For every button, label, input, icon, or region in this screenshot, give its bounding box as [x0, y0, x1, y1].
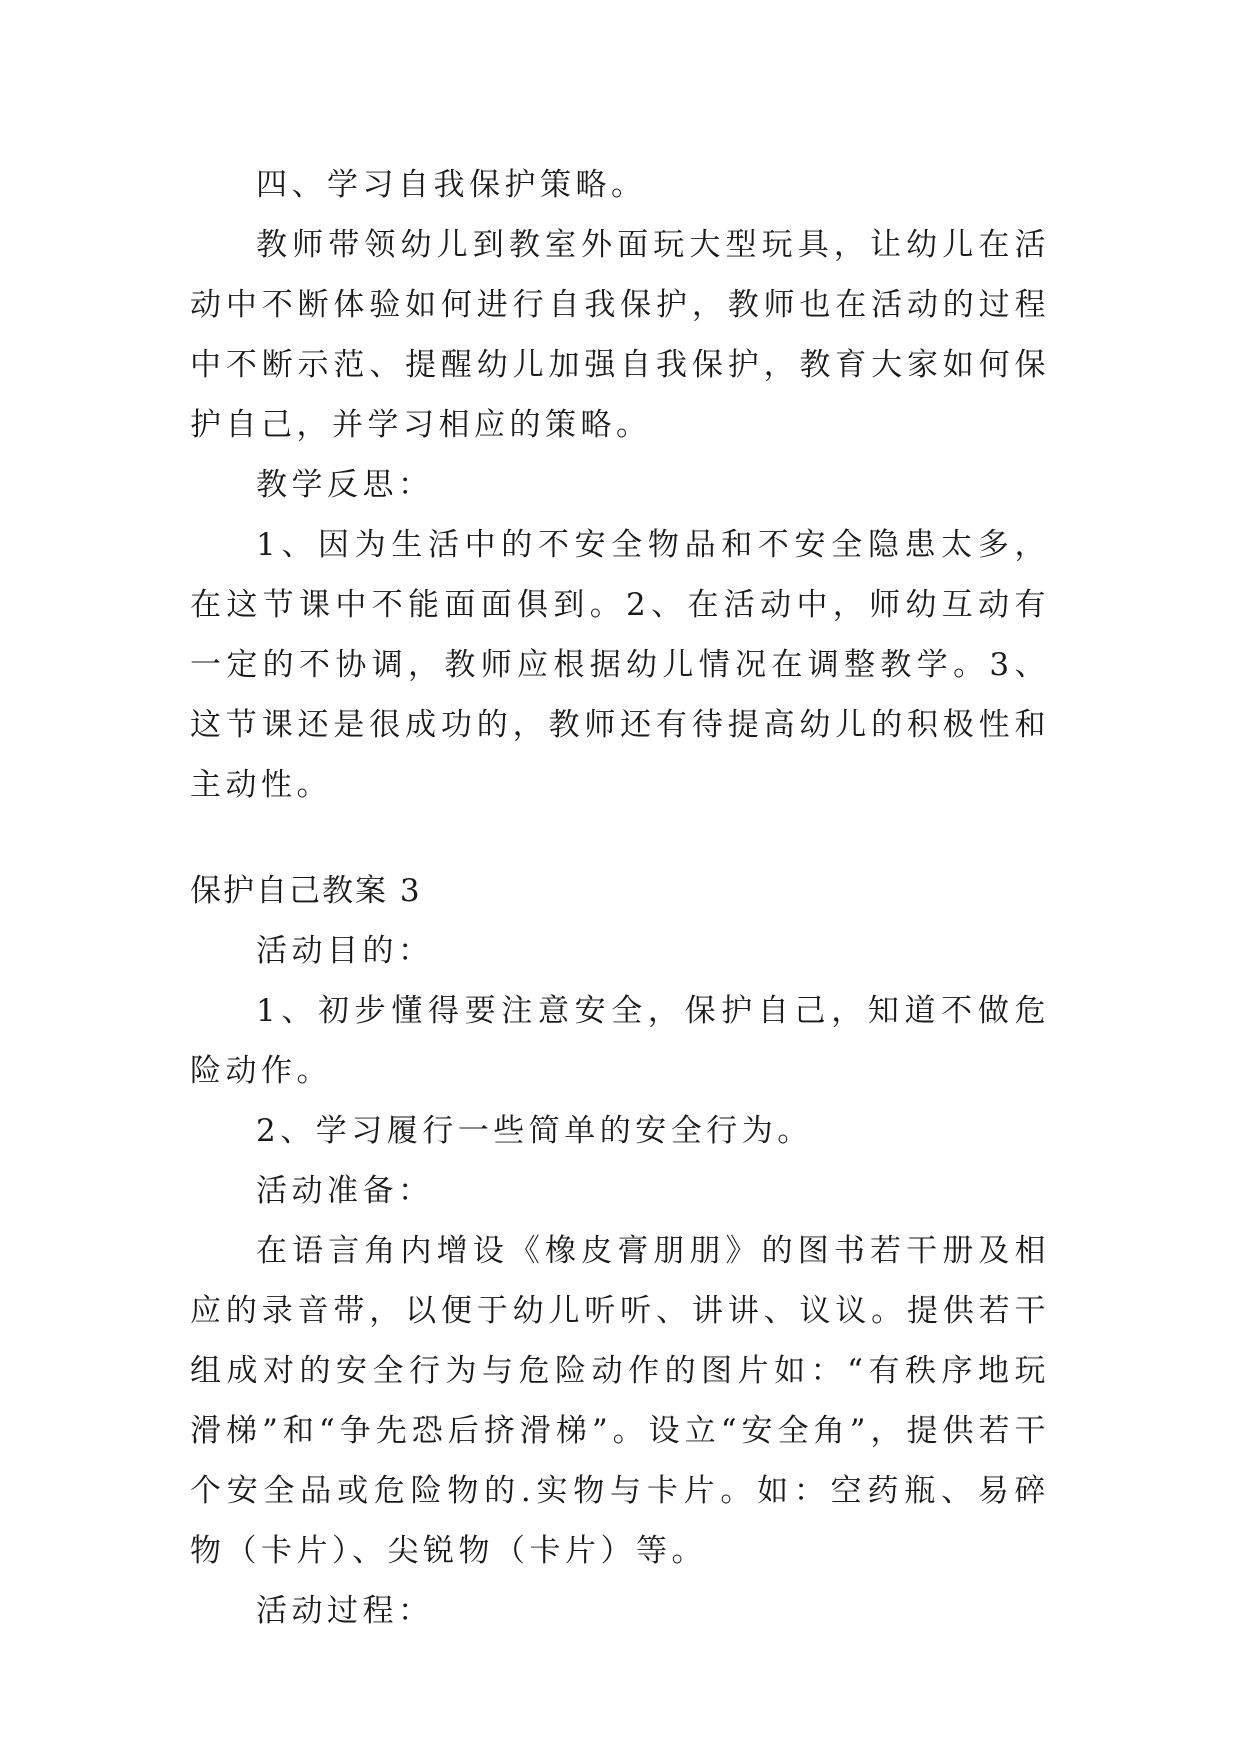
reflection-label: 教学反思： — [256, 467, 434, 503]
section-gap — [190, 815, 1050, 861]
lesson3-heading: 保护自己教案 3 — [190, 873, 422, 909]
prep-body: 在语言角内增设《橡皮膏朋朋》的图书若干册及相应的录音带，以便于幼儿听听、讲讲、议议。提供若干组成对的安全行为与危险动作的图片如：“有秩序地玩滑梯”和“争先恐后挤滑梯”。设立“安全角”，提供若干个安全品或危险物的.实物与卡片。如：空药瓶、易碎物（卡片）、尖锐物（卡片）等。 — [190, 1233, 1050, 1569]
section-four-body: 教师带领幼儿到教室外面玩大型玩具，让幼儿在活动中不断体验如何进行自我保护，教师也在活动的过程中不断示范、提醒幼儿加强自我保护，教育大家如何保护自己，并学习相应的策略。 — [190, 227, 1050, 443]
document-page — [190, 155, 1050, 1641]
goal-2: 2、学习履行一些简单的安全行为。 — [256, 1113, 813, 1149]
prep-label: 活动准备： — [256, 1173, 434, 1209]
section-four-title: 四、学习自我保护策略。 — [256, 167, 647, 203]
process-label: 活动过程： — [256, 1593, 434, 1629]
reflection-body: 1、因为生活中的不安全物品和不安全隐患太多，在这节课中不能面面俱到。2、在活动中，师幼互动有一定的不协调，教师应根据幼儿情况在调整教学。3、这节课还是很成功的，教师还有待提高幼儿的积极性和主动性。 — [190, 527, 1050, 803]
goal-1: 1、初步懂得要注意安全，保护自己，知道不做危险动作。 — [190, 993, 1050, 1089]
goals-label: 活动目的： — [256, 933, 434, 969]
